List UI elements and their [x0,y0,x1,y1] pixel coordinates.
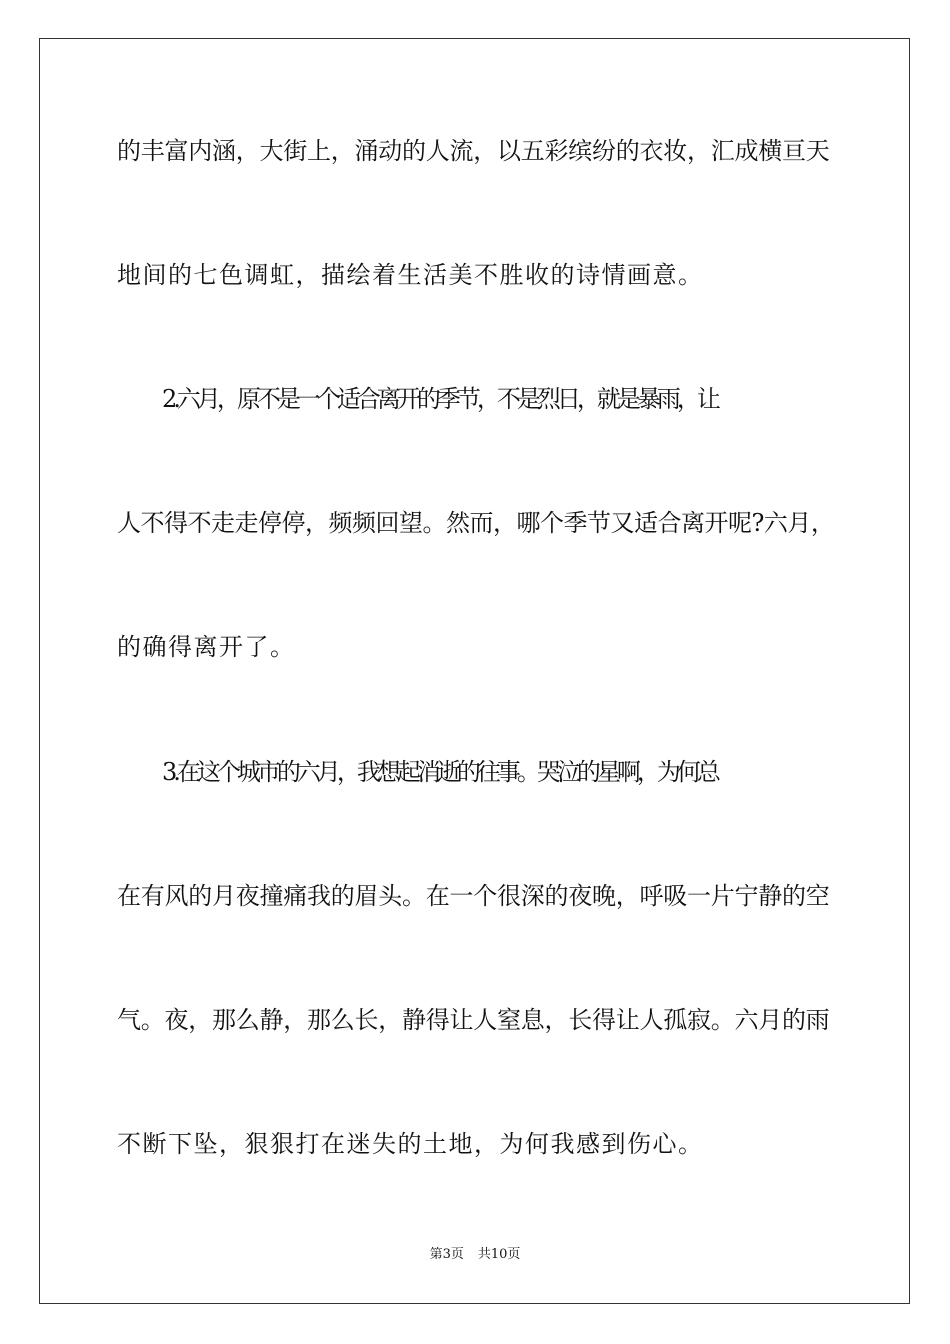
paragraph-line: 2.六月，原不是一个适合离开的季节，不是烈日，就是暴雨，让 [162,385,717,413]
paragraph-line: 人不得不走走停停，频频回望。然而，哪个季节又适合离开呢?六月， [117,509,835,537]
page-number: 第3页 [429,1247,464,1262]
paragraph-line: 地间的七色调虹，描绘着生活美不胜收的诗情画意。 [117,261,704,289]
page-frame [39,38,910,1304]
paragraph-line: 3.在这个城市的六月，我想起消逝的往事。哭泣的星啊，为何总 [162,758,717,786]
page-total: 共10页 [477,1247,521,1262]
paragraph-line: 的丰富内涵，大街上，涌动的人流，以五彩缤纷的衣妆，汇成横亘天 [117,137,830,165]
paragraph-line: 的确得离开了。 [117,633,296,661]
paragraph-line: 气。夜，那么静，那么长，静得让人窒息，长得让人孤寂。六月的雨 [117,1006,830,1034]
paragraph-line: 在有风的月夜撞痛我的眉头。在一个很深的夜晚，呼吸一片宁静的空 [117,882,830,910]
page-footer [0,1246,950,1264]
paragraph-line: 不断下坠，狠狠打在迷失的土地，为何我感到伤心。 [117,1130,704,1158]
